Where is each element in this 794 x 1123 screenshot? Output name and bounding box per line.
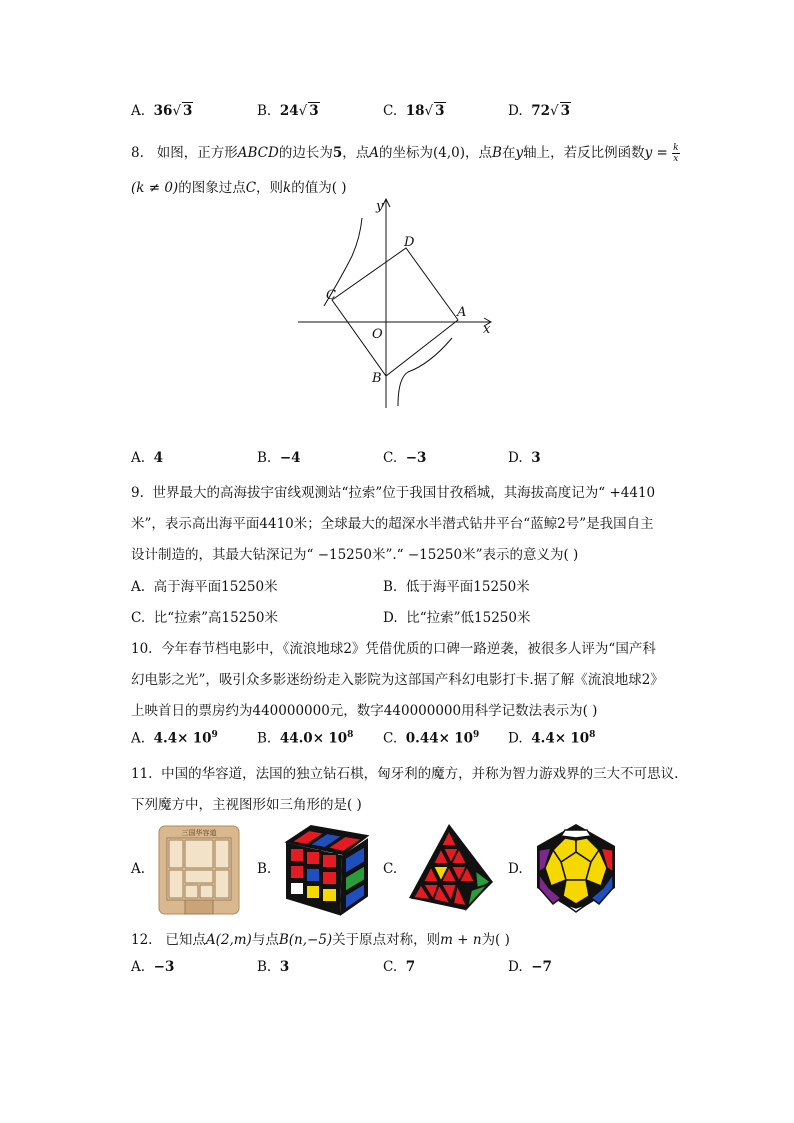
option-text: −4 xyxy=(279,450,301,466)
q8-option-a xyxy=(131,450,163,466)
option-exponent: 9 xyxy=(211,730,218,740)
megaminx-image xyxy=(531,822,621,914)
option-exponent: 8 xyxy=(347,730,354,740)
hyperbola-branch-lower-right xyxy=(398,338,452,406)
q8-option-c xyxy=(383,450,426,466)
option-letter: B. xyxy=(257,103,272,119)
q7-option-b xyxy=(257,103,320,119)
text: 上映首日的票房约为440000000元，数字440000000用科学记数法表示为( ) xyxy=(131,703,598,719)
text: 的边长为 xyxy=(278,145,333,161)
denominator: x xyxy=(673,154,679,164)
option-letter: D. xyxy=(383,610,398,626)
option-exponent: 8 xyxy=(589,730,596,740)
q9-stem-line2 xyxy=(131,512,654,532)
question-number: 8. xyxy=(131,145,144,161)
option-mantissa: 0.44× xyxy=(405,730,450,747)
text: 设计制造的，其最大钻深记为“ −15250米”.“ −15250米”表示的意义为( ) xyxy=(131,547,579,563)
math: A(2,m) xyxy=(205,932,252,948)
text: 如图，正方形 xyxy=(156,145,238,161)
math: C xyxy=(245,180,257,196)
q12-option-d xyxy=(508,959,552,975)
option-letter: A. xyxy=(131,579,146,595)
text: 中国的华容道，法国的独立钻石棋，匈牙利的魔方，并称为智力游戏界的三大不可思议. xyxy=(161,766,679,782)
q8-stem-line1 xyxy=(131,141,680,164)
math: B xyxy=(492,145,502,161)
label-a: A xyxy=(457,305,467,320)
math: (k ≠ 0) xyxy=(131,180,179,196)
label-x: x xyxy=(483,322,491,337)
text: 关于原点对称，则 xyxy=(332,932,441,948)
q9-option-a xyxy=(131,575,278,595)
option-letter: A. xyxy=(131,730,146,747)
fraction-k-over-x xyxy=(672,143,679,164)
option-radicand: 3 xyxy=(560,103,571,119)
math: 5 xyxy=(332,145,343,161)
q10-stem-line2 xyxy=(131,668,664,688)
option-text: −3 xyxy=(405,450,427,466)
text: 下列魔方中，主视图形如三角形的是( ) xyxy=(131,797,362,813)
text: 与点 xyxy=(251,932,279,948)
option-radicand: 3 xyxy=(435,103,445,119)
text: 幻电影之光”，吸引众多影迷纷纷走入影院为这部国产科幻电影打卡.据了解《流浪地球2》 xyxy=(131,672,664,688)
option-base: 10 xyxy=(454,730,474,747)
option-coef: 24 xyxy=(279,103,299,119)
text: ，则 xyxy=(256,180,284,196)
option-text: 比“拉索”高15250米 xyxy=(153,610,278,626)
option-letter: B. xyxy=(257,730,272,747)
option-base: 10 xyxy=(328,730,348,747)
q12-stem xyxy=(131,928,510,948)
sqrt-sign: √ xyxy=(172,103,182,119)
option-letter: C. xyxy=(383,103,398,119)
option-letter: A. xyxy=(131,959,146,975)
option-base: 10 xyxy=(192,730,212,747)
option-radicand: 3 xyxy=(183,103,193,119)
text: 的值为( ) xyxy=(291,180,347,196)
option-text: −7 xyxy=(531,959,552,975)
option-letter: D. xyxy=(508,730,523,747)
option-letter: D. xyxy=(508,959,523,975)
option-text: −3 xyxy=(153,959,175,975)
q10-option-b xyxy=(257,730,353,747)
option-mantissa: 4.4× xyxy=(531,730,567,747)
math: A xyxy=(369,145,379,161)
option-text: 4 xyxy=(153,450,164,466)
option-letter: A. xyxy=(131,450,146,466)
question-number: 11. xyxy=(131,766,153,782)
q10-option-a xyxy=(131,730,218,747)
q11-stem-line1 xyxy=(131,762,678,782)
text: 世界最大的高海拔宇宙线观测站“拉索”位于我国甘孜稻城，其海拔高度记为“ +4410 xyxy=(152,485,656,501)
option-text: 3 xyxy=(279,959,290,975)
option-coef: 36 xyxy=(153,103,173,119)
option-letter: D. xyxy=(508,103,523,119)
text: 轴上，若反比例函数 xyxy=(523,145,645,161)
q10-stem-line1 xyxy=(131,637,656,657)
q10-stem-line3 xyxy=(131,699,597,719)
text: 的图象过点 xyxy=(178,180,246,196)
q11-option-a-letter: A. xyxy=(131,861,146,877)
q9-option-c xyxy=(131,606,278,626)
q8-stem-line2 xyxy=(131,176,347,196)
q8-coordinate-diagram xyxy=(290,196,500,411)
option-text: 低于海平面15250米 xyxy=(405,579,530,595)
math: B(n,−5) xyxy=(278,932,333,948)
q12-option-c xyxy=(383,959,415,975)
option-text: 比“拉索”低15250米 xyxy=(406,610,531,626)
option-letter: B. xyxy=(257,450,272,466)
option-exponent: 9 xyxy=(473,730,480,740)
q7-option-a xyxy=(131,103,193,119)
option-letter: A. xyxy=(131,103,146,119)
option-letter: C. xyxy=(131,610,146,626)
q10-option-d xyxy=(508,730,595,747)
text: 在 xyxy=(501,145,516,161)
q9-option-d xyxy=(383,606,530,626)
q11-stem-line2 xyxy=(131,793,362,813)
square-abcd xyxy=(332,248,458,376)
q9-option-b xyxy=(383,575,530,595)
option-text: 高于海平面15250米 xyxy=(153,579,278,595)
text: 今年春节档电影中，《流浪地球2》凭借优质的口碑一路逆袭，被很多人评为“国产科 xyxy=(161,641,656,657)
text: 的坐标为 xyxy=(379,145,433,161)
math: y xyxy=(515,145,524,161)
text: ，点 xyxy=(342,145,370,161)
question-number: 10. xyxy=(131,641,153,657)
option-mantissa: 44.0× xyxy=(279,730,325,747)
pyraminx-image xyxy=(405,820,497,914)
label-d: D xyxy=(404,235,415,250)
option-letter: C. xyxy=(383,730,398,747)
sqrt-sign: √ xyxy=(298,103,308,119)
q12-option-b xyxy=(257,959,289,975)
option-coef: 18 xyxy=(405,103,425,119)
option-letter: B. xyxy=(383,579,398,595)
question-number: 9. xyxy=(131,485,144,501)
text: 已知点 xyxy=(165,932,206,948)
q11-option-b-letter: B. xyxy=(257,861,272,877)
option-letter: B. xyxy=(257,959,272,975)
option-radicand: 3 xyxy=(309,103,319,119)
option-letter: C. xyxy=(383,959,398,975)
sqrt-sign: √ xyxy=(424,103,434,119)
option-base: 10 xyxy=(570,730,590,747)
option-text: 7 xyxy=(405,959,416,975)
q7-option-c xyxy=(383,103,446,119)
q11-option-d-letter: D. xyxy=(508,861,523,877)
question-number: 12. xyxy=(131,932,153,948)
label-c: C xyxy=(326,288,336,303)
q8-option-b xyxy=(257,450,301,466)
math: ABCD xyxy=(237,145,279,161)
math: m + n xyxy=(440,932,482,948)
q8-option-d xyxy=(508,450,541,466)
text: 米”，表示高出海平面4410米；全球最大的超深水半潜式钻井平台“蓝鲸2号”是我国自主 xyxy=(131,516,654,532)
q10-option-c xyxy=(383,730,479,747)
rubiks-cube-image xyxy=(281,822,371,916)
option-coef: 72 xyxy=(531,103,551,119)
option-letter: C. xyxy=(383,450,398,466)
puzzle-title-text: 三国华容道 xyxy=(181,829,217,837)
text: ，点 xyxy=(465,145,493,161)
option-text: 3 xyxy=(531,450,541,466)
q11-option-c-letter: C. xyxy=(383,861,398,877)
option-letter: D. xyxy=(508,450,523,466)
q7-option-d xyxy=(508,103,571,119)
option-mantissa: 4.4× xyxy=(153,730,189,747)
math: y = xyxy=(644,145,668,161)
label-origin: O xyxy=(372,327,383,342)
huarong-dao-puzzle-image xyxy=(157,824,241,916)
math: (4,0) xyxy=(433,145,466,161)
q12-option-a xyxy=(131,959,174,975)
label-y: y xyxy=(376,199,384,214)
label-b: B xyxy=(372,371,382,386)
sqrt-sign: √ xyxy=(550,103,559,119)
q9-stem-line3 xyxy=(131,543,578,563)
text: 为( ) xyxy=(481,932,510,948)
q9-stem-line1 xyxy=(131,481,655,501)
numerator: k xyxy=(673,143,679,153)
math: k xyxy=(283,180,292,196)
